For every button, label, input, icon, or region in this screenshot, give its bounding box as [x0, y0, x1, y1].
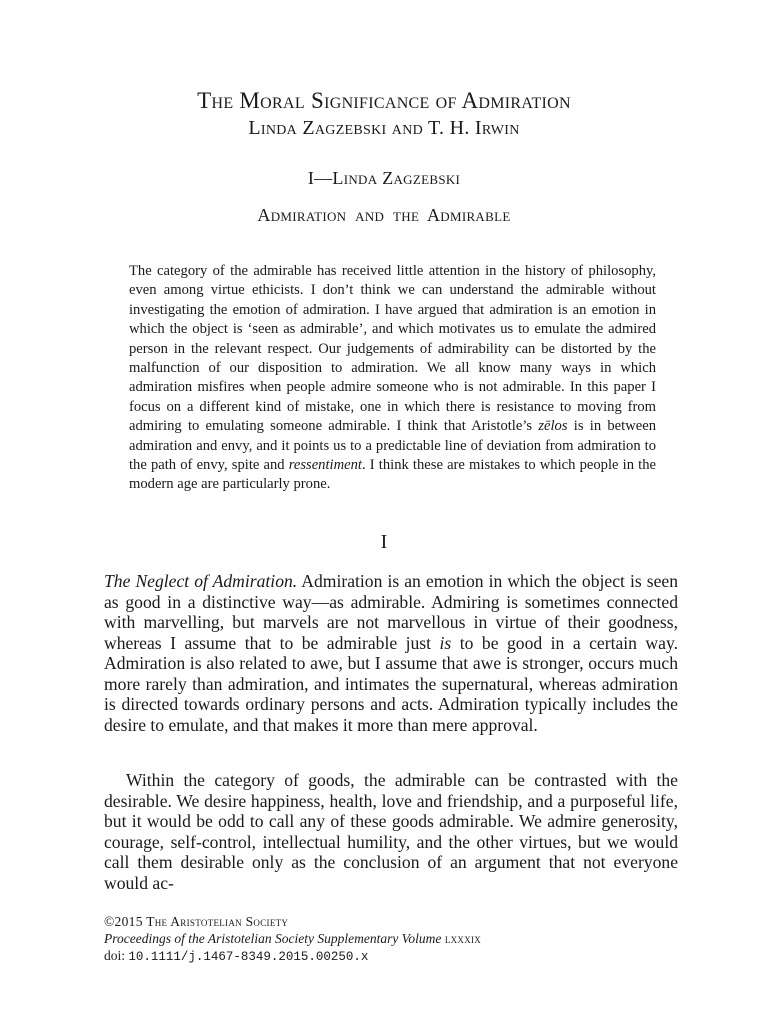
- authors-line: Linda Zagzebski and T. H. Irwin: [248, 117, 520, 139]
- main-title: The Moral Significance of Admiration: [197, 88, 571, 113]
- para1-text-a: Admiration is an emotion in which the object is seen as good in a distinctive way—as admirable. Admiring is sometimes connected with marvelling, but marvels are not marvellous in virtue of their goodness, whereas I assume that to be admirable just: [104, 571, 678, 653]
- para1-text-b: to be good in a certain way. Admiration is also related to awe, but I assume that awe is stronger, occurs much more rarely than admiration, and intimates the supernatural, whereas admiration is directed towards ordinary persons and acts. Admiration typically includes the desire to emulate, and that makes it more than mere approval.: [104, 632, 679, 735]
- doi-value[interactable]: 10.1111/j.1467-8349.2015.00250.x: [128, 950, 369, 964]
- journal-name: Proceedings of the Aristotelian Society Supplementary Volume: [104, 931, 442, 946]
- copyright-text: ©2015 The Aristotelian Society: [104, 914, 289, 929]
- para1-emphasis-is: is: [439, 632, 452, 653]
- paper-title: Admiration and the Admirable: [257, 205, 511, 225]
- abstract-text-3: . I think these are mistakes to which people in the modern age are particularly prone.: [129, 457, 656, 493]
- abstract-zelos: zēlos: [538, 418, 568, 435]
- part-heading: I—Linda Zagzebski: [307, 168, 461, 188]
- abstract: [129, 262, 656, 495]
- page-footer: [104, 913, 678, 966]
- footer-doi: [104, 947, 678, 966]
- section-number: I: [380, 531, 388, 553]
- journal-volume: lxxxix: [444, 931, 482, 946]
- abstract-text-1: The category of the admirable has received little attention in the history of philosophy, even among virtue ethicists. I don’t think we can understand the admirable without investigating the emotion of admiration. I have argued that admiration is an emotion in which the object is ‘seen as admirable’, and which motivates us to emulate the admired person in the relevant respect. Our judgements of admirability can be distorted by the malfunction of our disposition to admiration. We all know many ways in which admiration misfires when people admire someone who is not admirable. In this paper I focus on a different kind of mistake, one in which there is resistance to moving from admiring to emulating someone admirable. I think that Aristotle’s: [129, 263, 656, 435]
- body-paragraph-1: [104, 571, 678, 735]
- footer-journal: [104, 930, 678, 947]
- footer-copyright: [104, 913, 678, 930]
- section-heading: The Neglect of Admiration.: [104, 571, 298, 591]
- doi-label: doi:: [104, 948, 129, 963]
- body-paragraph-2: Within the category of goods, the admirable can be contrasted with the desirable. We desire happiness, health, love and friendship, and a purposeful life, but it would be odd to call any of these goods admirable. We admire generosity, courage, self-control, intellectual humility, and the other virtues, but we would call them desirable only as the conclusion of an argument that not everyone would ac-: [104, 770, 678, 893]
- abstract-ressentiment: ressentiment: [288, 457, 362, 474]
- abstract-text-2: is in between admiration and envy, and it points us to a predictable line of deviation from admiration to the path of envy, spite and: [129, 418, 656, 474]
